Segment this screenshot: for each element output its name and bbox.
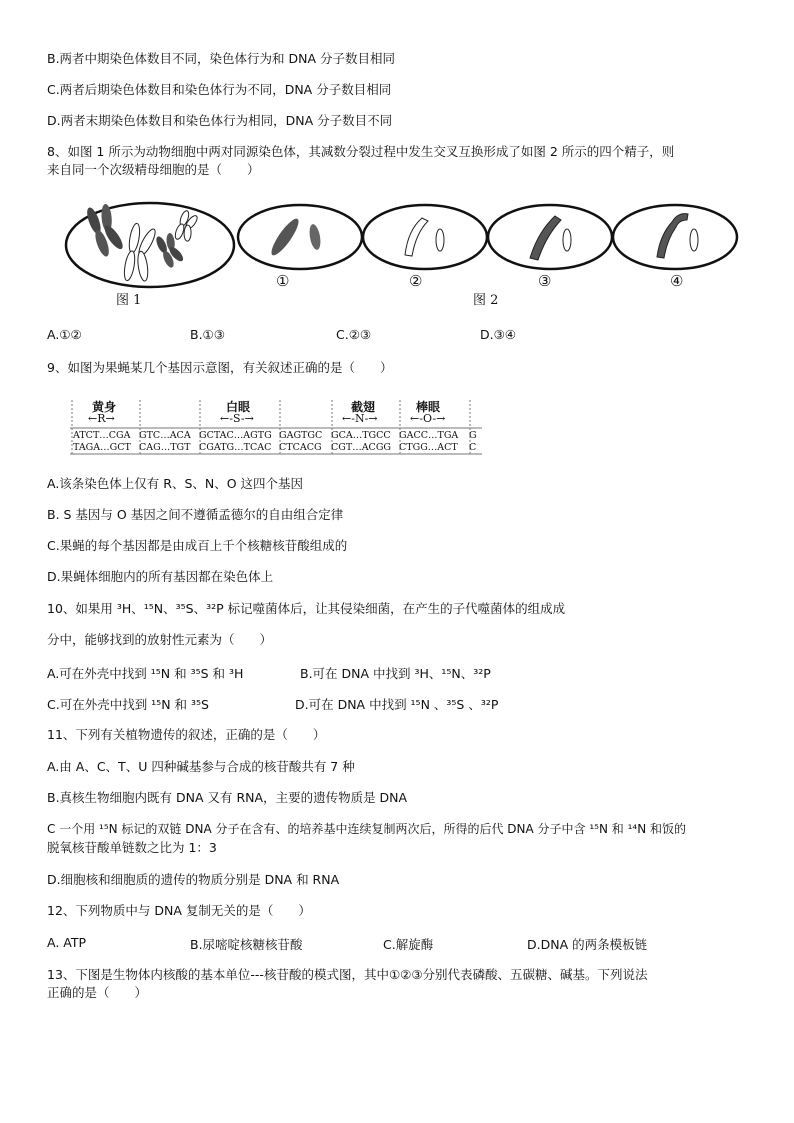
- figure2-cell-3: [488, 205, 612, 269]
- q11-option-b: B.真核生物细胞内既有 DNA 又有 RNA，主要的遗传物质是 DNA: [47, 790, 408, 805]
- q8-stem-line-1: 8、如图 1 所示为动物细胞中两对同源染色体，其减数分裂过程中发生交叉互换形成了如图 2 所示的四个精子，则: [47, 144, 675, 159]
- q13-stem-line-2: 正确的是（ ）: [47, 985, 148, 1000]
- q8-option-c: C.②③: [336, 327, 372, 342]
- figure2-cell-4: [613, 205, 737, 269]
- gene-S-letter: S: [232, 412, 241, 425]
- seg-top-1: ATCT…CGA: [73, 430, 131, 441]
- cell-label-3: ③: [538, 272, 552, 290]
- q9-option-a: A.该条染色体上仅有 R、S、N、O 这四个基因: [47, 476, 304, 491]
- seg-bot-1: TAGA…GCT: [73, 442, 131, 453]
- seg-bot-5: CGT…ACGG: [331, 442, 392, 453]
- cell-label-4: ④: [670, 272, 684, 290]
- q8-chromosome-figure: [60, 200, 740, 310]
- q7-option-b: B.两者中期染色体数目不同，染色体行为和 DNA 分子数目相同: [47, 51, 396, 66]
- gene-R-letter: R: [97, 412, 106, 425]
- q8-option-a: A.①②: [47, 327, 82, 342]
- q9-gene-diagram: [70, 398, 482, 456]
- q8-stem-line-2: 来自同一个次级精母细胞的是（ ）: [47, 162, 260, 177]
- seg-bot-6: CTGG…ACT: [399, 442, 458, 453]
- gene-symbol-R: ←R→: [88, 412, 115, 425]
- figure1-cell: [66, 200, 234, 287]
- q10-stem-line-2: 分中，能够找到的放射性元素为（ ）: [47, 632, 273, 647]
- gene-name-R: 黄身: [92, 400, 117, 414]
- seg-top-2: GTC…ACA: [139, 430, 191, 441]
- q12-option-d: D.DNA 的两条模板链: [527, 937, 648, 952]
- gene-symbol-O: ←-O-→: [410, 412, 446, 425]
- q7-option-c: C.两者后期染色体数目和染色体行为不同，DNA 分子数目相同: [47, 82, 392, 97]
- seg-top-3: GCTAC…AGTG: [199, 430, 272, 441]
- gene-O-letter: O: [422, 412, 433, 425]
- seg-top-7: G: [469, 430, 477, 441]
- seg-top-4: GAGTGC: [279, 430, 323, 441]
- figure2-cell-1: [238, 205, 362, 269]
- gene-name-O: 棒眼: [416, 400, 441, 414]
- q10-stem-line-1: 10、如果用 ³H、¹⁵N、³⁵S、³²P 标记噬菌体后，让其侵染细菌，在产生的子代噬菌体的组成成: [47, 601, 566, 616]
- gene-name-N: 截翅: [351, 400, 376, 414]
- gene-N-letter: N: [354, 412, 365, 425]
- cell-label-1: ①: [276, 272, 290, 290]
- q8-option-b: B.①③: [190, 327, 225, 342]
- seg-bot-2: CAG…TGT: [139, 442, 191, 453]
- cell-label-2: ②: [409, 272, 423, 290]
- figure2-label: 图 2: [473, 293, 499, 308]
- q9-stem: 9、如图为果蝇某几个基因示意图，有关叙述正确的是（ ）: [47, 360, 393, 375]
- q9-option-c: C.果蝇的每个基因都是由成百上千个核糖核苷酸组成的: [47, 538, 348, 553]
- figure1-label: 图 1: [116, 293, 142, 308]
- q7-option-d: D.两者末期染色体数目和染色体行为相同，DNA 分子数目不同: [47, 113, 393, 128]
- seg-bot-4: CTCACG: [279, 442, 322, 453]
- q11-option-c-line-1: C 一个用 ¹⁵N 标记的双链 DNA 分子在含有、的培养基中连续复制两次后，所得的后代 DNA 分子中含 ¹⁵N 和 ¹⁴N 和饭的: [47, 822, 686, 836]
- q8-option-d: D.③④: [480, 327, 517, 342]
- q12-option-b: B.尿嘧啶核糖核苷酸: [190, 937, 303, 952]
- q10-option-c: C.可在外壳中找到 ¹⁵N 和 ³⁵S: [47, 697, 209, 712]
- q10-option-d: D.可在 DNA 中找到 ¹⁵N 、³⁵S 、³²P: [295, 697, 499, 712]
- q13-stem-line-1: 13、下图是生物体内核酸的基本单位---核苷酸的模式图，其中①②③分别代表磷酸、五碳糖、碱基。下列说法: [47, 967, 648, 982]
- q11-stem: 11、下列有关植物遗传的叙述，正确的是（ ）: [47, 727, 326, 742]
- dna-top-strand: [73, 430, 477, 441]
- seg-bot-3: CGATG…TCAC: [199, 442, 272, 453]
- q12-stem: 12、下列物质中与 DNA 复制无关的是（ ）: [47, 903, 311, 918]
- q9-option-b: B. S 基因与 O 基因之间不遵循孟德尔的自由组合定律: [47, 507, 344, 522]
- q9-option-d: D.果蝇体细胞内的所有基因都在染色体上: [47, 569, 274, 584]
- q11-option-a: A.由 A、C、T、U 四种碱基参与合成的核苷酸共有 7 种: [47, 759, 355, 774]
- dna-bottom-strand: [73, 442, 476, 453]
- seg-bot-7: C: [469, 442, 477, 453]
- gene-symbol-S: ←-S-→: [220, 412, 254, 425]
- q10-option-b: B.可在 DNA 中找到 ³H、¹⁵N、³²P: [300, 666, 491, 681]
- gene-symbol-N: ←-N-→: [342, 412, 378, 425]
- figure2-cell-2: [363, 205, 487, 269]
- q12-option-c: C.解旋酶: [383, 937, 434, 952]
- q12-option-a: A. ATP: [47, 935, 87, 950]
- seg-top-6: GACC…TGA: [399, 430, 459, 441]
- q10-option-a: A.可在外壳中找到 ¹⁵N 和 ³⁵S 和 ³H: [47, 666, 244, 681]
- seg-top-5: GCA…TGCC: [331, 430, 391, 441]
- q11-option-d: D.细胞核和细胞质的遗传的物质分别是 DNA 和 RNA: [47, 872, 340, 887]
- q11-option-c-line-2: 脱氧核苷酸单链数之比为 1：3: [47, 840, 217, 855]
- gene-name-S: 白眼: [226, 400, 251, 414]
